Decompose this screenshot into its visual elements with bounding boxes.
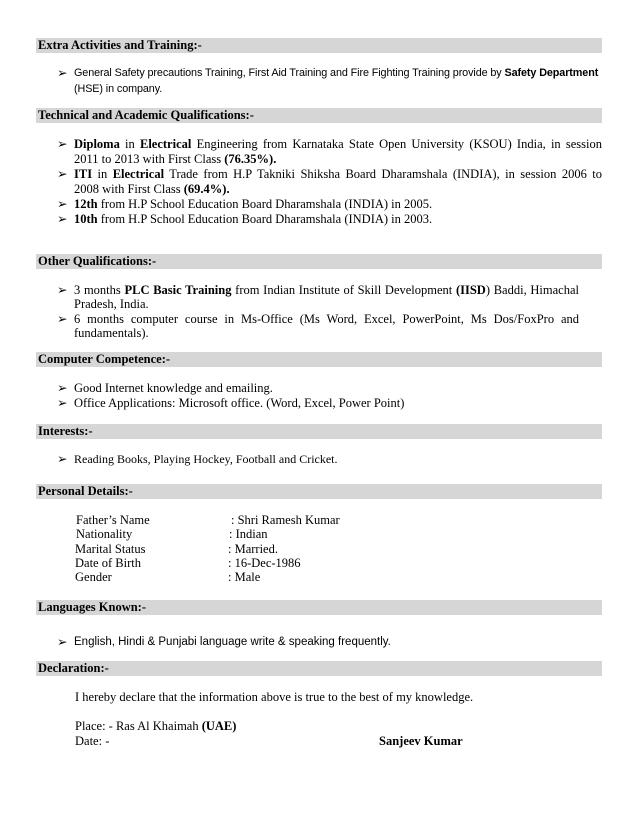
bullet-arrow-icon: ➢ [57,635,68,649]
bullet-arrow-icon: ➢ [57,137,68,151]
declaration-date: Date: - [75,734,110,748]
personal-label: Gender [75,570,112,584]
technical-qualifications-header: Technical and Academic Qualifications:- [36,108,602,123]
bullet-arrow-icon: ➢ [57,381,68,395]
personal-value: : Shri Ramesh Kumar [231,513,340,527]
declaration-header: Declaration:- [36,661,602,676]
bullet-arrow-icon: ➢ [57,283,68,297]
personal-value: : Married. [228,542,278,556]
declaration-signature-name: Sanjeev Kumar [379,734,463,748]
bullet-arrow-icon: ➢ [57,452,68,466]
personal-label: Date of Birth [75,556,141,570]
bullet-arrow-icon: ➢ [57,197,68,211]
bullet-arrow-icon: ➢ [57,312,68,326]
declaration-text: I hereby declare that the information above is true to the best of my knowledge. [75,690,474,704]
personal-details-header: Personal Details:- [36,484,602,499]
personal-value: : 16-Dec-1986 [228,556,301,570]
bullet-arrow-icon: ➢ [57,167,68,181]
interests-header: Interests:- [36,424,602,439]
personal-label: Father’s Name [76,513,150,527]
personal-value: : Male [228,570,261,584]
bullet-arrow-icon: ➢ [57,66,68,80]
bullet-arrow-icon: ➢ [57,212,68,226]
resume-page: Extra Activities and Training:- ➢ General Safety precautions Training, First Aid Training and Fire Fighting Training provide by Safety Department (HSE) in company. Technical and Academic Qualifications:- ➢ Diploma in Electrical Engineering from Karnataka State Open University (KSOU) India, in session 2011 to 2013 with First Class (76.35%). ➢ ITI in Electrical Trade from H.P Takniki Shiksha Board Dharamshala (INDIA), in session 2006 to 2008 with First Class (69.4%). ➢ 12th from H.P School Education Board Dharamshala (INDIA) in 2005. ➢ 10th from H.P School Education Board Dharamshala (INDIA) in 2003. Other Qualifications:- ➢ 3 months PLC Basic Training from Indian Institute of Skill Development (IISD) Baddi, Himachal Pradesh, India. ➢ 6 months computer course in Ms-Office (Ms Word, Excel, PowerPoint, Ms Dos/FoxPro and fundamentals). Computer Competence:- ➢ Good Internet knowledge and emailing. ➢ Office Applications: Microsoft office. (Word, Excel, Power Point) Interests:- ➢ Reading Books, Playing Hockey, Football and Cricket. Personal Details:- Father’s Name : Shri Ramesh Kumar Nationality : Indian Marital Status : Married. Date of Birth : 16-Dec-1986 Gender : Male Languages Known:- ➢ English, Hindi & Punjabi language write & speaking frequently. Declaration:- I hereby declare that the information above is true to the best of my knowledge. Place: - Ras Al Khaimah (UAE) Date: - Sanjeev Kumar [38,38,602,748]
computer-competence-header: Computer Competence:- [36,352,602,367]
other-qualifications-header: Other Qualifications:- [36,254,602,269]
declaration-place: Place: - Ras Al Khaimah (UAE) [75,719,237,733]
extra-activities-header: Extra Activities and Training:- [36,38,602,53]
personal-value: : Indian [229,527,268,541]
languages-header: Languages Known:- [36,600,602,615]
bullet-arrow-icon: ➢ [57,396,68,410]
personal-label: Marital Status [75,542,146,556]
personal-label: Nationality [76,527,133,541]
